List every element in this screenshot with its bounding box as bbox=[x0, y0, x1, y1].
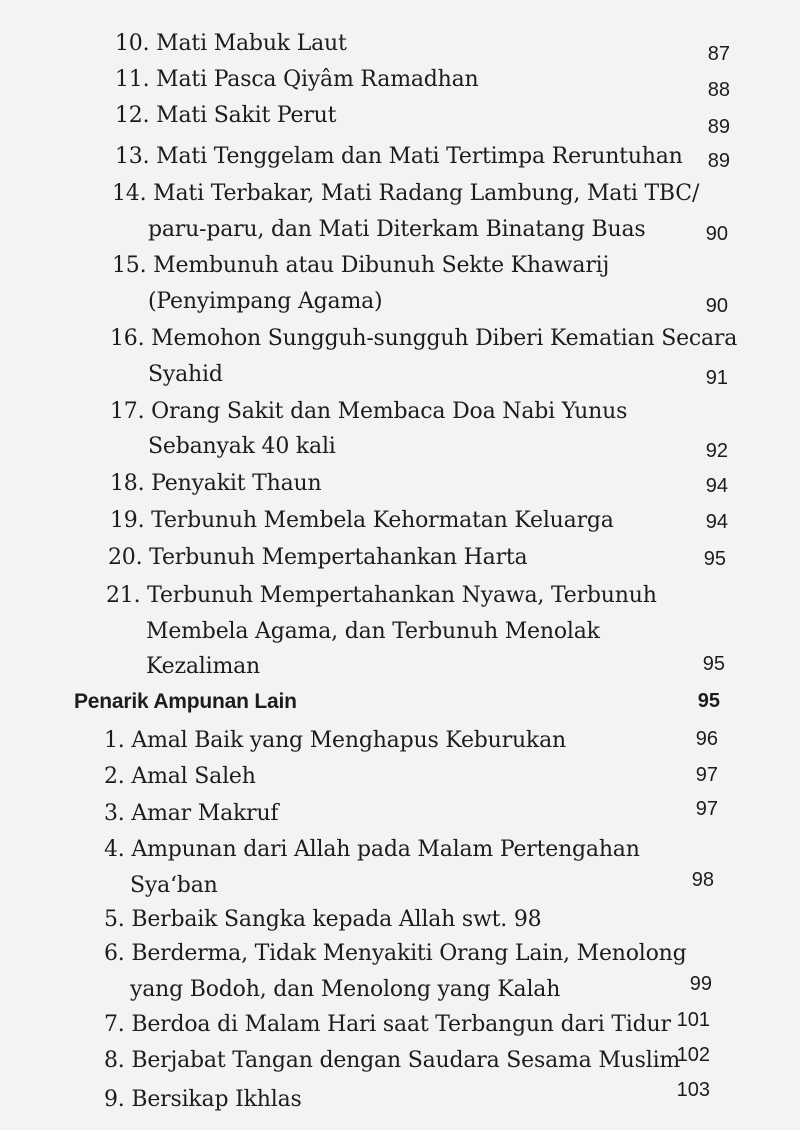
toc-entry-21-line2: Membela Agama, dan Terbunuh Menolak bbox=[146, 619, 600, 644]
toc-entry-14-line1: 14. Mati Terbakar, Mati Radang Lambung, Mati TBC/ bbox=[112, 181, 700, 206]
toc-entry-9: 9. Bersikap Ikhlas bbox=[104, 1087, 302, 1112]
toc-entry-6-line2: yang Bodoh, dan Menolong yang Kalah bbox=[130, 977, 561, 1002]
toc-page-number: 88 bbox=[707, 79, 730, 101]
toc-page-number: 90 bbox=[705, 223, 728, 245]
toc-entry-15-line2: (Penyimpang Agama) bbox=[148, 289, 383, 314]
toc-page-number: 97 bbox=[695, 798, 718, 820]
toc-entry-5: 5. Berbaik Sangka kepada Allah swt. 98 bbox=[104, 907, 542, 932]
toc-entry-4-line2: Sya‘ban bbox=[130, 873, 218, 898]
toc-entry-17-line2: Sebanyak 40 kali bbox=[148, 434, 336, 459]
toc-entry-6-line1: 6. Berderma, Tidak Menyakiti Orang Lain, Menolong bbox=[104, 941, 687, 966]
toc-page-number: 94 bbox=[705, 475, 728, 497]
toc-entry-13: 13. Mati Tenggelam dan Mati Tertimpa Reruntuhan bbox=[115, 144, 683, 169]
toc-entry-14-line2: paru-paru, dan Mati Diterkam Binatang Buas bbox=[148, 217, 646, 242]
toc-page-number: 95 bbox=[703, 548, 726, 570]
toc-page-number: 99 bbox=[689, 973, 712, 995]
toc-entry-21-line3: Kezaliman bbox=[146, 654, 260, 679]
toc-entry-18: 18. Penyakit Thaun bbox=[110, 471, 322, 496]
toc-entry-20: 20. Terbunuh Mempertahankan Harta bbox=[108, 545, 528, 570]
toc-entry-4-line1: 4. Ampunan dari Allah pada Malam Pertengahan bbox=[104, 837, 640, 862]
toc-entry-16-line2: Syahid bbox=[148, 362, 223, 387]
toc-page-number: 103 bbox=[676, 1079, 710, 1101]
toc-entry-16-line1: 16. Memohon Sungguh-sungguh Diberi Kematian Secara bbox=[110, 326, 738, 351]
toc-page-number: 101 bbox=[676, 1009, 710, 1031]
toc-page-number: 89 bbox=[707, 150, 730, 172]
toc-entry-19: 19. Terbunuh Membela Kehormatan Keluarga bbox=[110, 508, 614, 533]
toc-entry-7: 7. Berdoa di Malam Hari saat Terbangun dari Tidur bbox=[104, 1012, 671, 1037]
toc-entry-8: 8. Berjabat Tangan dengan Saudara Sesama Muslim bbox=[104, 1048, 681, 1073]
toc-entry-17-line1: 17. Orang Sakit dan Membaca Doa Nabi Yunus bbox=[110, 399, 628, 424]
toc-page-number: 98 bbox=[691, 869, 714, 891]
toc-page-number: 94 bbox=[705, 511, 728, 533]
toc-entry-21-line1: 21. Terbunuh Mempertahankan Nyawa, Terbunuh bbox=[106, 583, 657, 608]
section-heading: Penarik Ampunan Lain bbox=[74, 690, 297, 713]
toc-page-number: 97 bbox=[695, 764, 718, 786]
section-heading-page: 95 bbox=[697, 690, 720, 712]
toc-entry-11: 11. Mati Pasca Qiyâm Ramadhan bbox=[115, 67, 479, 92]
toc-entry-3: 3. Amar Makruf bbox=[104, 801, 279, 826]
toc-page-number: 95 bbox=[702, 653, 725, 675]
toc-page-number: 87 bbox=[707, 43, 730, 65]
toc-entry-10: 10. Mati Mabuk Laut bbox=[115, 31, 347, 56]
toc-page-number: 89 bbox=[707, 116, 730, 138]
toc-entry-1: 1. Amal Baik yang Menghapus Keburukan bbox=[104, 728, 566, 753]
toc-page-number: 90 bbox=[705, 295, 728, 317]
toc-page-number: 91 bbox=[705, 367, 728, 389]
toc-page-number: 96 bbox=[695, 728, 718, 750]
toc-entry-2: 2. Amal Saleh bbox=[104, 764, 256, 789]
toc-entry-15-line1: 15. Membunuh atau Dibunuh Sekte Khawarij bbox=[112, 253, 610, 278]
toc-page-number: 102 bbox=[676, 1044, 710, 1066]
toc-entry-12: 12. Mati Sakit Perut bbox=[115, 103, 337, 128]
toc-page-number: 92 bbox=[705, 440, 728, 462]
